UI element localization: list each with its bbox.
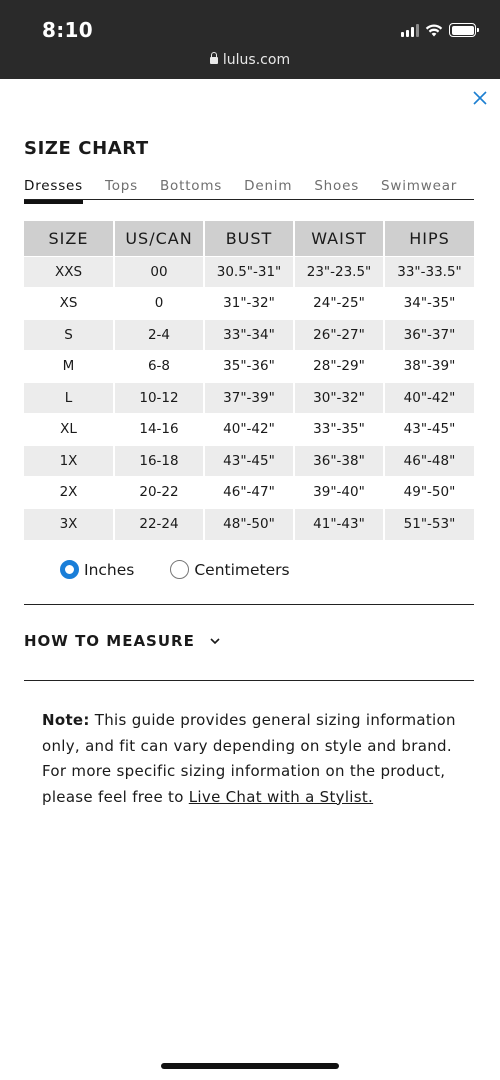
- tab-denim[interactable]: Denim: [244, 178, 293, 194]
- table-cell: 41"-43": [294, 508, 384, 540]
- live-chat-link[interactable]: Live Chat with a Stylist.: [188, 787, 374, 806]
- centimeters-radio[interactable]: [170, 560, 289, 579]
- table-cell: 33"-34": [204, 319, 294, 351]
- table-cell: XXS: [24, 256, 114, 288]
- table-cell: 30.5"-31": [204, 256, 294, 288]
- centimeters-label: Centimeters: [194, 560, 290, 579]
- tab-tops[interactable]: Tops: [104, 178, 138, 194]
- status-icons: [401, 20, 476, 40]
- table-cell: 28"-29": [294, 351, 384, 383]
- table-body: [24, 256, 474, 540]
- table-cell: 36"-38": [294, 445, 384, 477]
- table-cell: 51"-53": [384, 508, 474, 540]
- size-table: [24, 221, 474, 540]
- column-header-us-can: US/CAN: [114, 221, 204, 256]
- table-cell: 37"-39": [204, 382, 294, 414]
- table-cell: 40"-42": [384, 382, 474, 414]
- table-cell: 22-24: [114, 508, 204, 540]
- table-row: [24, 288, 474, 320]
- tab-shoes[interactable]: Shoes: [314, 178, 360, 194]
- column-header-hips: HIPS: [384, 221, 474, 256]
- table-cell: 26"-27": [294, 319, 384, 351]
- table-row: [24, 477, 474, 509]
- radio-unchecked-icon: [170, 560, 189, 579]
- how-to-measure-label: HOW TO MEASURE: [24, 632, 195, 650]
- tab-dresses[interactable]: Dresses: [24, 178, 83, 199]
- table-cell: 30"-32": [294, 382, 384, 414]
- address-bar[interactable]: [0, 52, 500, 68]
- clock: 8:10: [42, 18, 93, 42]
- table-row: [24, 382, 474, 414]
- divider: [24, 680, 474, 681]
- lock-icon: [210, 57, 218, 64]
- table-cell: M: [24, 351, 114, 383]
- battery-icon: [449, 23, 476, 37]
- table-row: [24, 256, 474, 288]
- table-cell: 49"-50": [384, 477, 474, 509]
- browser-status-bar: [0, 0, 500, 79]
- column-header-size: SIZE: [24, 221, 114, 256]
- wifi-icon: [425, 23, 443, 37]
- table-cell: 38"-39": [384, 351, 474, 383]
- table-cell: 31"-32": [204, 288, 294, 320]
- unit-selector: [60, 560, 326, 579]
- table-cell: 2-4: [114, 319, 204, 351]
- table-cell: 33"-35": [294, 414, 384, 446]
- table-cell: 6-8: [114, 351, 204, 383]
- table-cell: 16-18: [114, 445, 204, 477]
- home-indicator[interactable]: [161, 1063, 339, 1069]
- table-cell: 2X: [24, 477, 114, 509]
- table-cell: 46"-47": [204, 477, 294, 509]
- table-cell: 43"-45": [384, 414, 474, 446]
- divider: [24, 604, 474, 605]
- size-chart-title: SIZE CHART: [24, 138, 149, 159]
- table-cell: 23"-23.5": [294, 256, 384, 288]
- table-cell: 34"-35": [384, 288, 474, 320]
- inches-label: Inches: [84, 560, 135, 579]
- note-body: This guide provides general sizing information only, and fit can vary depending on style and brand. For more specific sizing information on the product, please feel free to: [42, 711, 456, 806]
- table-cell: 10-12: [114, 382, 204, 414]
- table-cell: 39"-40": [294, 477, 384, 509]
- table-row: [24, 414, 474, 446]
- table-cell: 40"-42": [204, 414, 294, 446]
- table-cell: 3X: [24, 508, 114, 540]
- note-label: Note:: [42, 711, 90, 729]
- table-header-row: [24, 221, 474, 256]
- table-cell: 24"-25": [294, 288, 384, 320]
- table-cell: S: [24, 319, 114, 351]
- table-cell: 33"-33.5": [384, 256, 474, 288]
- table-cell: 00: [114, 256, 204, 288]
- column-header-waist: WAIST: [294, 221, 384, 256]
- sizing-note: [42, 708, 462, 810]
- table-cell: 0: [114, 288, 204, 320]
- table-row: [24, 445, 474, 477]
- tab-bottoms[interactable]: Bottoms: [159, 178, 223, 194]
- table-cell: 14-16: [114, 414, 204, 446]
- cellular-signal-icon: [401, 24, 419, 37]
- column-header-bust: BUST: [204, 221, 294, 256]
- table-cell: 20-22: [114, 477, 204, 509]
- table-cell: 46"-48": [384, 445, 474, 477]
- table-row: [24, 319, 474, 351]
- chevron-down-icon: [209, 635, 221, 647]
- table-cell: XL: [24, 414, 114, 446]
- category-tabs: [24, 178, 474, 200]
- table-row: [24, 351, 474, 383]
- table-cell: 35"-36": [204, 351, 294, 383]
- table-row: [24, 508, 474, 540]
- url-text: lulus.com: [222, 52, 291, 68]
- table-cell: 43"-45": [204, 445, 294, 477]
- table-cell: XS: [24, 288, 114, 320]
- close-icon[interactable]: [472, 90, 488, 106]
- inches-radio[interactable]: [60, 560, 134, 579]
- table-cell: 48"-50": [204, 508, 294, 540]
- tab-swimwear[interactable]: Swimwear: [381, 178, 458, 194]
- table-cell: 1X: [24, 445, 114, 477]
- table-cell: 36"-37": [384, 319, 474, 351]
- table-cell: L: [24, 382, 114, 414]
- radio-checked-icon: [60, 560, 79, 579]
- how-to-measure-toggle[interactable]: [24, 632, 221, 650]
